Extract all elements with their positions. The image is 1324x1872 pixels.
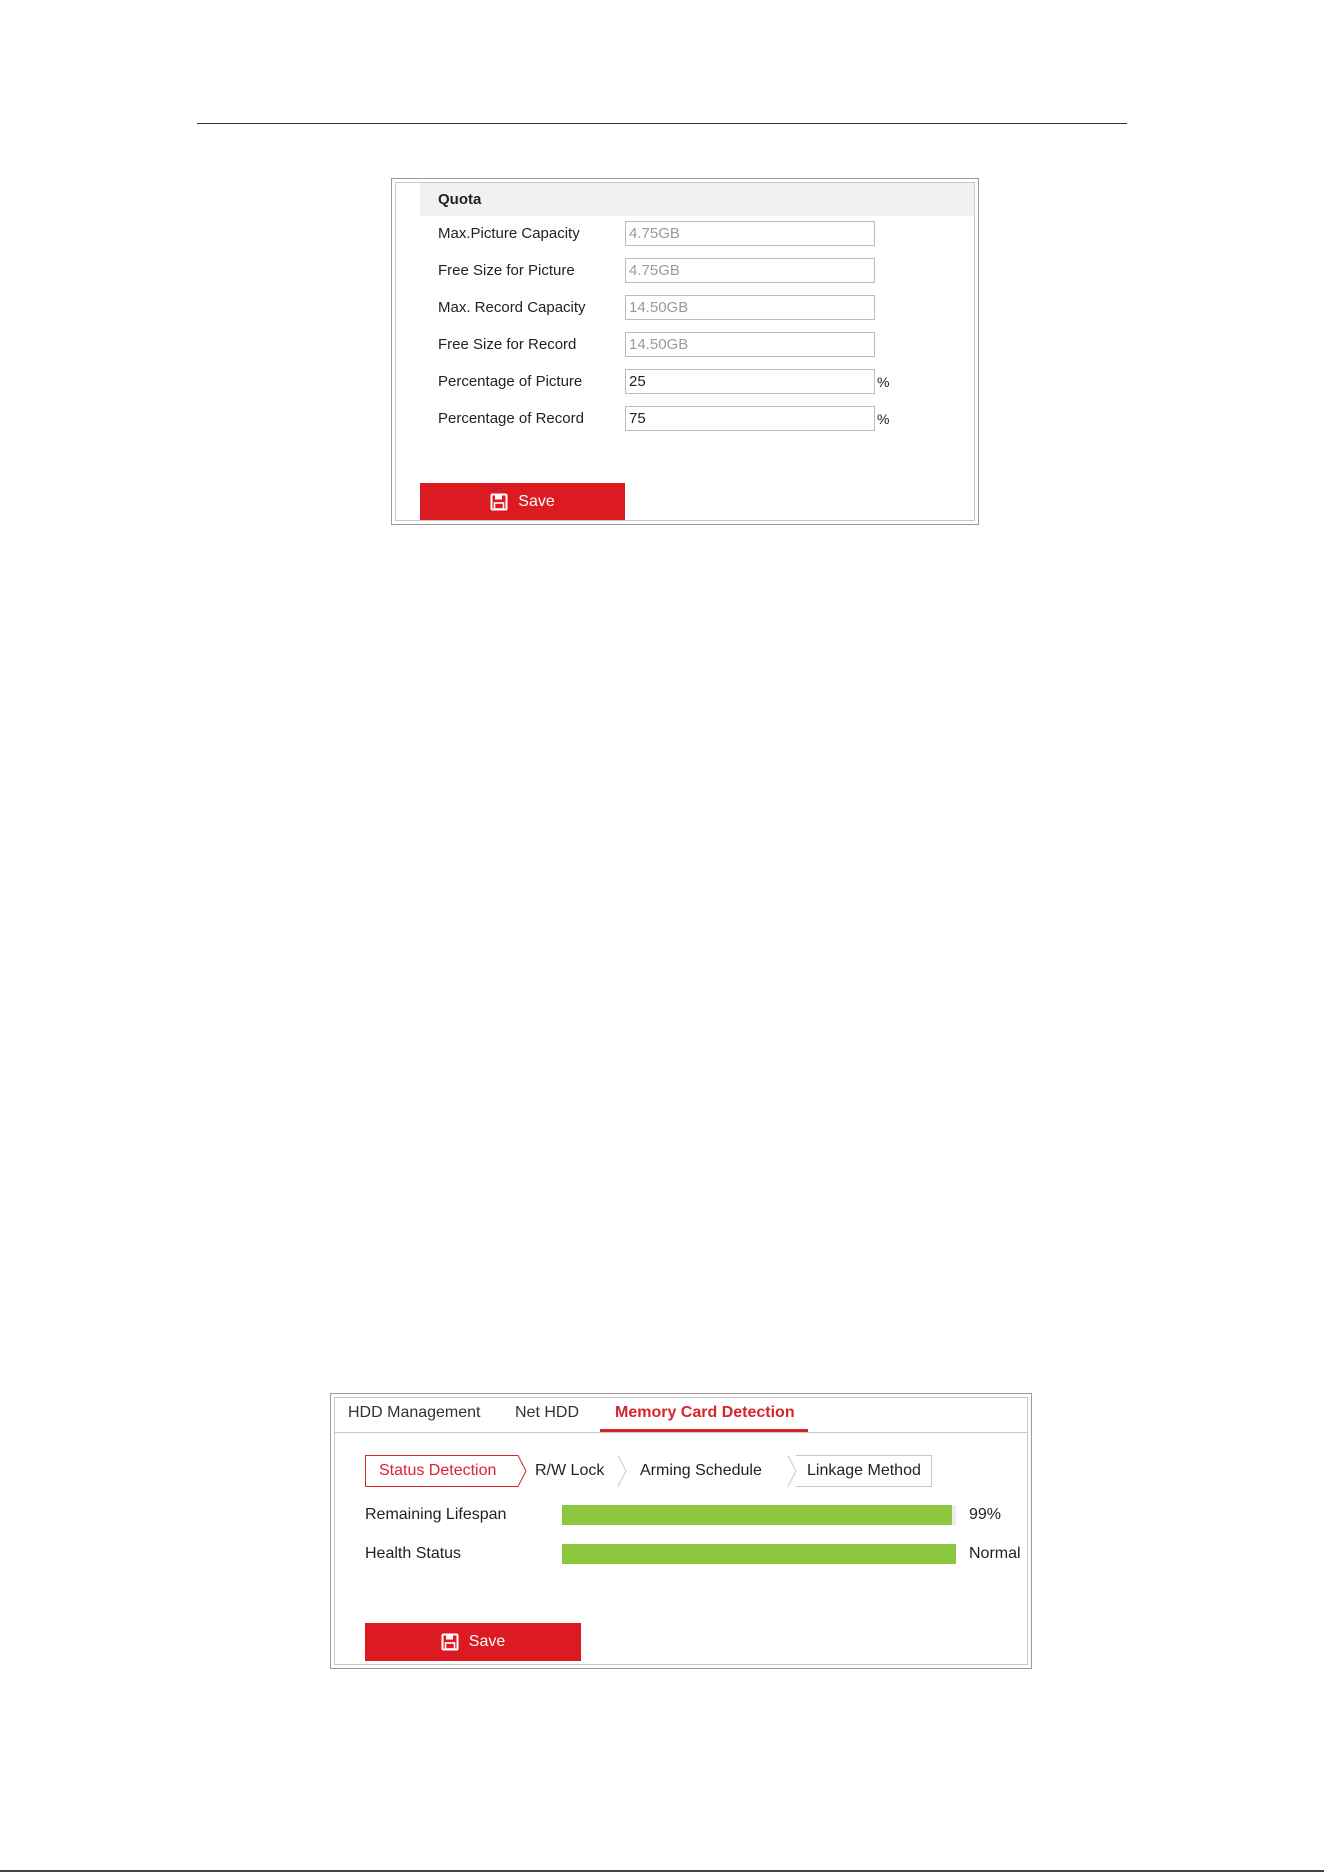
quota-row-max-record-capacity bbox=[438, 294, 875, 321]
page-header-rule bbox=[197, 123, 1127, 124]
floppy-disk-icon bbox=[490, 493, 508, 511]
quota-row-percentage-picture bbox=[438, 368, 889, 395]
quota-title: Quota bbox=[420, 183, 974, 216]
status-label: Health Status bbox=[365, 1545, 462, 1562]
subtab-linkage-method[interactable]: Linkage Method bbox=[807, 1462, 921, 1479]
field-label: Free Size for Record bbox=[438, 336, 577, 353]
health-progress-bar bbox=[562, 1544, 956, 1564]
lifespan-progress-bar bbox=[562, 1505, 956, 1525]
percent-unit: % bbox=[877, 373, 890, 390]
quota-row-percentage-record bbox=[438, 405, 889, 432]
percentage-picture-field[interactable] bbox=[625, 369, 875, 394]
quota-panel-inner bbox=[395, 182, 975, 521]
storage-tab-bar bbox=[335, 1398, 1027, 1433]
percentage-record-field[interactable] bbox=[625, 406, 875, 431]
memory-card-panel-inner bbox=[334, 1397, 1028, 1665]
subtab-status-detection[interactable]: Status Detection bbox=[379, 1462, 497, 1479]
free-size-picture-field[interactable] bbox=[625, 258, 875, 283]
save-button-label: Save bbox=[468, 1633, 506, 1650]
status-row-health-status bbox=[365, 1543, 1021, 1565]
percent-unit: % bbox=[877, 410, 890, 427]
lifespan-progress-fill bbox=[562, 1505, 952, 1525]
subtab-arming-schedule[interactable]: Arming Schedule bbox=[640, 1462, 762, 1479]
quota-panel bbox=[391, 178, 979, 525]
status-label: Remaining Lifespan bbox=[365, 1506, 507, 1523]
floppy-disk-icon bbox=[441, 1633, 459, 1651]
field-label: Percentage of Picture bbox=[438, 373, 583, 390]
status-row-remaining-lifespan bbox=[365, 1504, 1001, 1526]
quota-row-free-size-record bbox=[438, 331, 875, 358]
subtab-rw-lock[interactable]: R/W Lock bbox=[535, 1462, 605, 1479]
max-record-capacity-field[interactable] bbox=[625, 295, 875, 320]
field-label: Free Size for Picture bbox=[438, 262, 575, 279]
lifespan-value: 99% bbox=[969, 1506, 1002, 1523]
health-value: Normal bbox=[969, 1545, 1021, 1562]
free-size-record-field[interactable] bbox=[625, 332, 875, 357]
quota-row-free-size-picture bbox=[438, 257, 875, 284]
field-label: Max. Record Capacity bbox=[438, 299, 586, 316]
tab-hdd-management[interactable]: HDD Management bbox=[348, 1404, 481, 1421]
quota-save-button[interactable] bbox=[420, 483, 625, 520]
save-button-label: Save bbox=[518, 492, 555, 510]
memory-card-save-button[interactable] bbox=[365, 1623, 581, 1661]
field-label: Percentage of Record bbox=[438, 410, 584, 427]
health-progress-fill bbox=[562, 1544, 956, 1564]
tab-net-hdd[interactable]: Net HDD bbox=[515, 1404, 580, 1421]
max-picture-capacity-field[interactable] bbox=[625, 221, 875, 246]
active-tab-underline bbox=[600, 1429, 808, 1432]
quota-row-max-picture-capacity bbox=[438, 220, 875, 247]
memory-card-panel bbox=[330, 1393, 1032, 1669]
field-label: Max.Picture Capacity bbox=[438, 225, 580, 242]
tab-memory-card-detection[interactable]: Memory Card Detection bbox=[615, 1404, 795, 1421]
